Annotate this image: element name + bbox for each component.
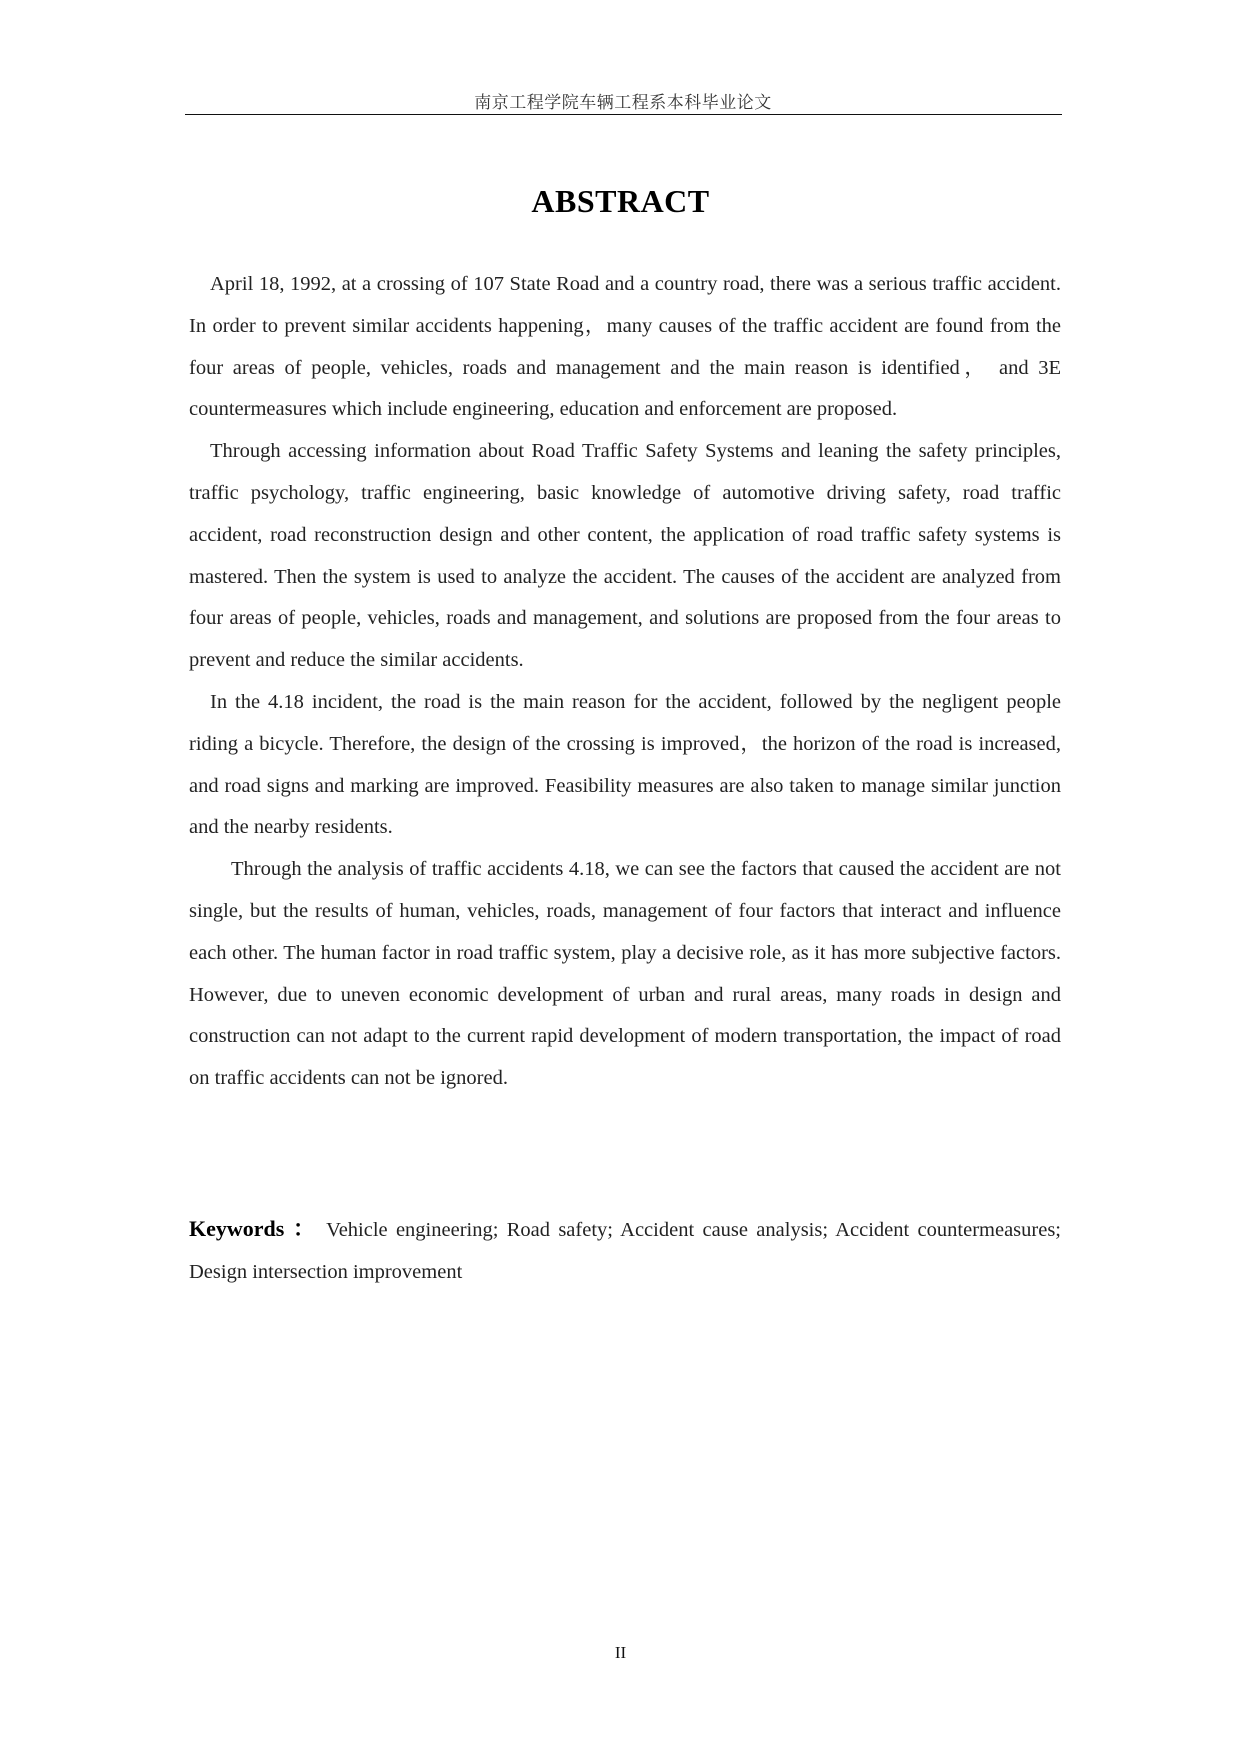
abstract-paragraph-4: Through the analysis of traffic accidents 4.18, we can see the factors that caused the accident are not single, but the results of human, vehicles, roads, management of four factors that interact and influence each other. The human factor in road traffic system, play a decisive role, as it has more subjective factors. However, due to uneven economic development of urban and rural areas, many roads in design and construction can not adapt to the current rapid development of modern transportation, the impact of road on traffic accidents can not be ignored. — [189, 858, 1061, 1090]
running-header: 南京工程学院车辆工程系本科毕业论文 — [474, 93, 772, 112]
keywords-label: Keywords ： — [189, 1216, 319, 1241]
abstract-body — [189, 264, 1061, 1100]
abstract-paragraph-1: April 18, 1992, at a crossing of 107 State Road and a country road, there was a serious traffic accident. In order to prevent similar accidents happening，many causes of the traffic accident are found from the four areas of people, vehicles, roads and management and the main reason is identified， and 3E countermeasures which include engineering, education and enforcement are proposed. — [189, 273, 1061, 421]
abstract-title: ABSTRACT — [531, 183, 710, 219]
keywords-section — [189, 1208, 1061, 1293]
header-rule — [185, 114, 1062, 115]
abstract-paragraph-2: Through accessing information about Road Traffic Safety Systems and leaning the safety principles, traffic psychology, traffic engineering, basic knowledge of automotive driving safety, road traffic accident, road reconstruction design and other content, the application of road traffic safety systems is mastered. Then the system is used to analyze the accident. The causes of the accident are analyzed from four areas of people, vehicles, roads and management, and solutions are proposed from the four areas to prevent and reduce the similar accidents. — [189, 440, 1061, 672]
keywords-text: Vehicle engineering; Road safety; Accident cause analysis; Accident countermeasures; Design intersection improvement — [189, 1219, 1061, 1283]
page-number: II — [614, 1643, 627, 1662]
abstract-paragraph-3: In the 4.18 incident, the road is the main reason for the accident, followed by the negligent people riding a bicycle. Therefore, the design of the crossing is improved，the horizon of the road is increased, and road signs and marking are improved. Feasibility measures are also taken to manage similar junction and the nearby residents. — [189, 690, 1061, 839]
